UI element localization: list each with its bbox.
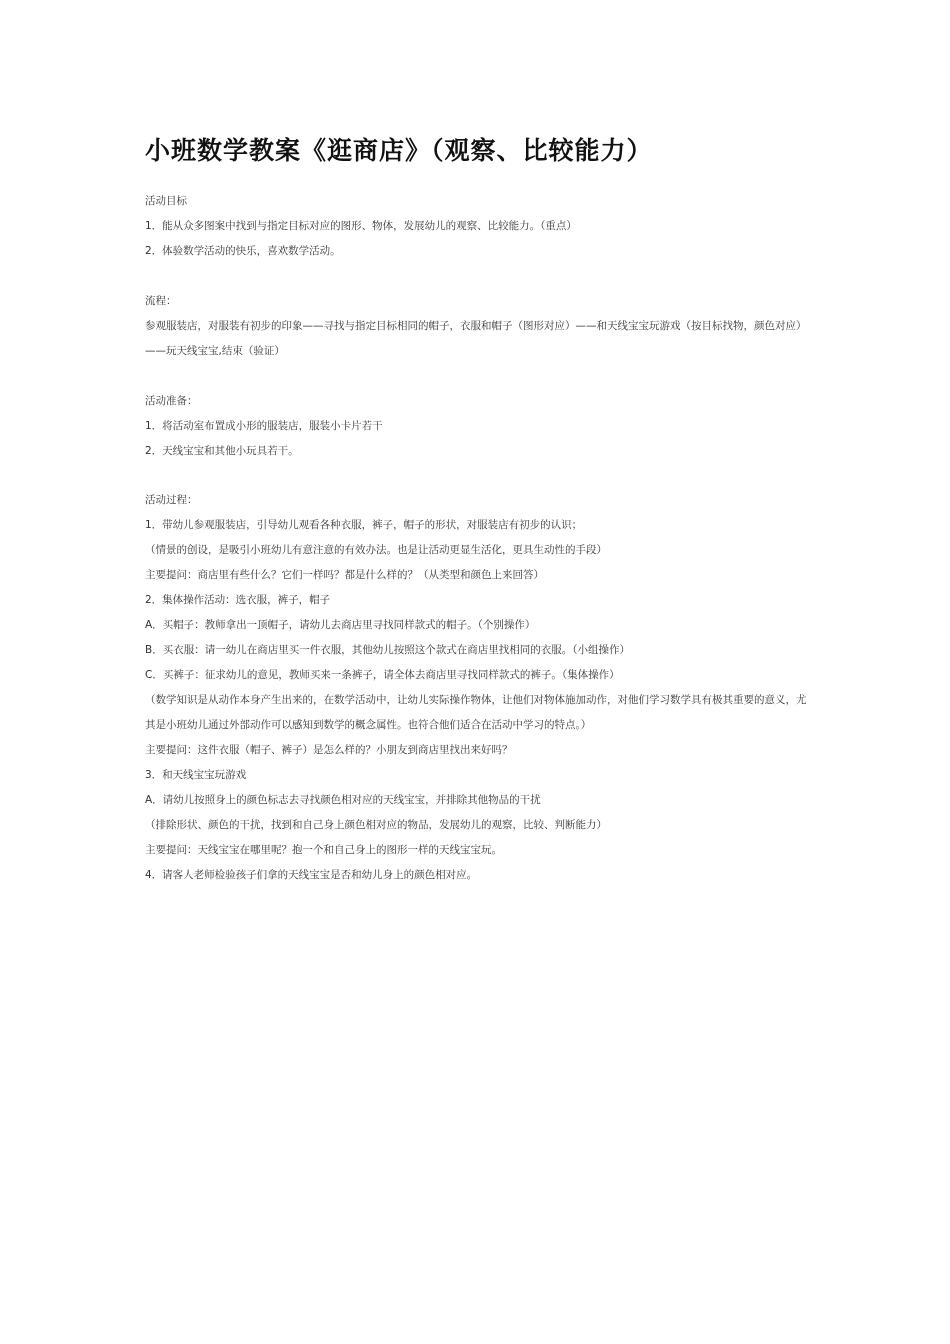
process-line: A．请幼儿按照身上的颜色标志去寻找颜色相对应的天线宝宝，并排除其他物品的干扰	[145, 794, 541, 806]
process-note: （数学知识是从动作本身产生出来的，在数学活动中，让幼儿实际操作物体，让他们对物体施加动作，对他们学习数学具有极其重要的意义，尤其是小班幼儿通过外部动作可以感知到数学的概念属性。也符合他们适合在活动中学习的特点。）	[145, 694, 807, 731]
goals-heading: 活动目标	[145, 195, 187, 207]
prep-item: 2．天线宝宝和其他小玩具若干。	[145, 445, 299, 457]
prep-item: 1．将活动室布置成小形的服装店，服装小卡片若干	[145, 420, 383, 432]
prep-section	[145, 389, 810, 464]
process-line: 主要提问：商店里有些什么？它们一样吗？都是什么样的？（从类型和颜色上来回答）	[145, 569, 544, 581]
process-section	[145, 488, 810, 888]
process-line: 主要提问：这件衣服（帽子、裤子）是怎么样的？小朋友到商店里找出来好吗？	[145, 744, 513, 756]
goals-item: 2．体验数学活动的快乐，喜欢数学活动。	[145, 245, 341, 257]
flow-heading: 流程：	[145, 295, 177, 307]
process-line: C．买裤子：征求幼儿的意见，教师买来一条裤子，请全体去商店里寻找同样款式的裤子。（集体操作）	[145, 669, 620, 681]
process-line: 主要提问：天线宝宝在哪里呢？抱一个和自己身上的图形一样的天线宝宝玩。	[145, 844, 502, 856]
process-line: （排除形状、颜色的干扰，找到和自己身上颜色相对应的物品，发展幼儿的观察，比较、判断能力）	[145, 819, 607, 831]
prep-heading: 活动准备：	[145, 395, 198, 407]
process-line: 4．请客人老师检验孩子们拿的天线宝宝是否和幼儿身上的颜色相对应。	[145, 869, 478, 881]
process-line: A．买帽子：教师拿出一顶帽子，请幼儿去商店里寻找同样款式的帽子。（个别操作）	[145, 619, 536, 631]
document-title: 小班数学教案《逛商店》（观察、比较能力）	[145, 136, 653, 165]
flow-section	[145, 289, 810, 364]
flow-text: 参观服装店，对服装有初步的印象——寻找与指定目标相同的帽子，衣服和帽子（图形对应）——和天线宝宝玩游戏（按目标找物，颜色对应）——玩天线宝宝,结束（验证）	[145, 320, 807, 357]
process-line: 1．带幼儿参观服装店，引导幼儿观看各种衣服，裤子，帽子的形状，对服装店有初步的认识；	[145, 519, 583, 531]
process-line: B．买衣服：请一幼儿在商店里买一件衣服，其他幼儿按照这个款式在商店里找相同的衣服。（小组操作）	[145, 644, 630, 656]
goals-section	[145, 189, 810, 264]
process-line: 2．集体操作活动：选衣服，裤子，帽子	[145, 594, 331, 606]
process-line: （情景的创设，是吸引小班幼儿有意注意的有效办法。也是让活动更显生活化，更具生动性的手段）	[145, 544, 607, 556]
process-heading: 活动过程：	[145, 494, 198, 506]
goals-item: 1．能从众多图案中找到与指定目标对应的图形、物体，发展幼儿的观察、比较能力。（重点）	[145, 220, 577, 232]
process-line: 3．和天线宝宝玩游戏	[145, 769, 247, 781]
